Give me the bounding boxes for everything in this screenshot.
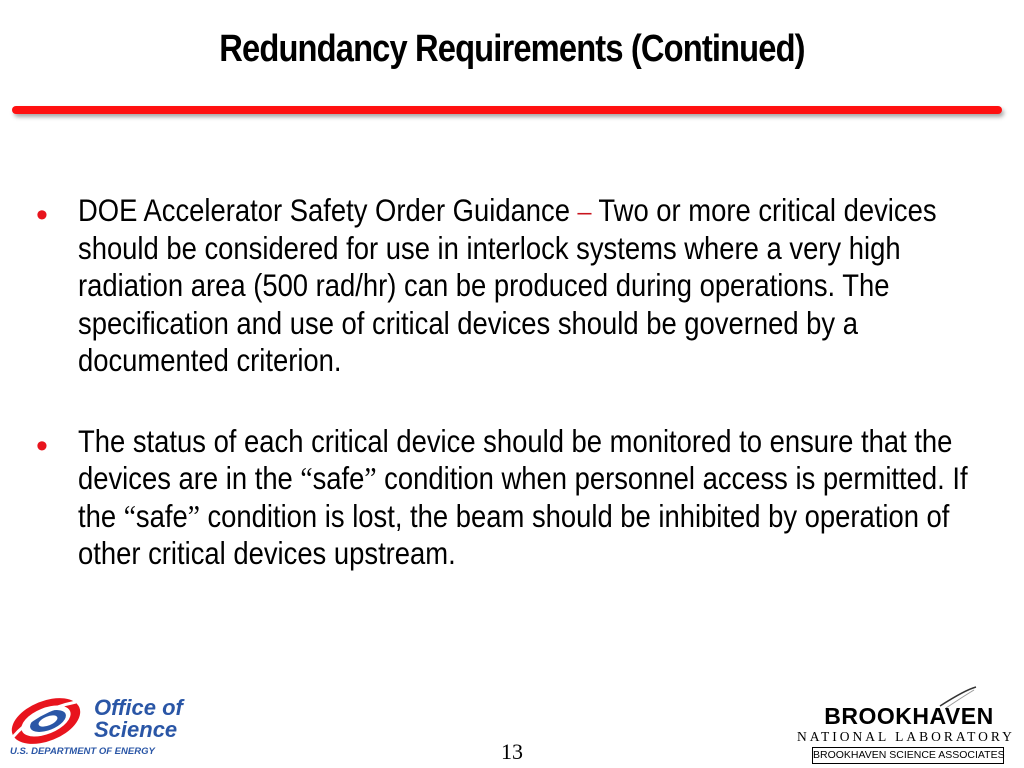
close-quote: ” xyxy=(187,498,200,534)
brookhaven-associates: BROOKHAVEN SCIENCE ASSOCIATES xyxy=(812,747,1004,764)
page-number: 13 xyxy=(501,739,523,764)
doe-logo-subtitle: U.S. DEPARTMENT OF ENERGY xyxy=(10,746,155,757)
close-quote: ” xyxy=(364,461,377,496)
brookhaven-name: BROOKHAVEN xyxy=(824,703,994,729)
safe-word: safe xyxy=(312,460,365,496)
open-quote: “ xyxy=(123,498,136,534)
bullet-text-part: The status of each critical device should be monitored to ensure that the devices are in the xyxy=(78,422,953,496)
bullet-item xyxy=(36,192,996,380)
bullet-marker: • xyxy=(36,426,48,465)
brookhaven-subtitle: NATIONAL LABORATORY xyxy=(797,729,1015,744)
slide-title: Redundancy Requirements (Continued) xyxy=(219,28,805,70)
bullet-item xyxy=(36,423,996,573)
bullet-text xyxy=(78,423,1000,573)
bullet-list xyxy=(36,192,996,616)
bullet-text-part: condition when personnel access is permitted. If the xyxy=(78,460,968,534)
doe-logo-line1: Office of xyxy=(94,695,183,720)
bullet-text-part: condition is lost, the beam should be inhibited by operation of other critical devices upstream. xyxy=(78,497,950,571)
bullet-text xyxy=(78,192,1000,380)
en-dash: – xyxy=(577,193,592,228)
bullet-marker: • xyxy=(36,196,48,234)
open-quote: “ xyxy=(300,461,313,496)
bullet-text-part: DOE Accelerator Safety Order Guidance xyxy=(78,192,578,228)
safe-word: safe xyxy=(135,497,188,534)
title-underline xyxy=(12,106,1002,114)
bullet-text-part: Two or more critical devices should be considered for use in interlock systems where a very high radiation area (500 rad/hr) can be produced during operations. The specification and use of critical devices should be governed by a documented criterion. xyxy=(78,192,937,378)
doe-logo-line2: Science xyxy=(94,717,178,742)
brookhaven-logo xyxy=(790,686,1018,766)
